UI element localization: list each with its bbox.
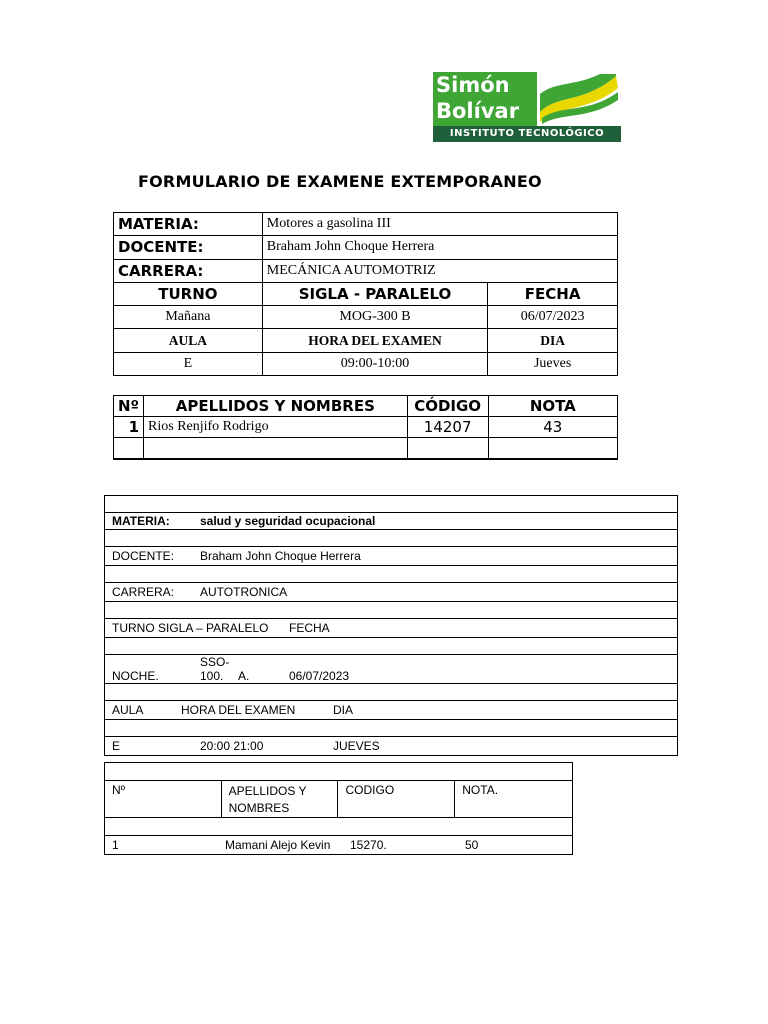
paralelo-2-value: A. [238,669,250,683]
docente-2-label: DOCENTE: [112,549,175,563]
docente-value: Braham John Choque Herrera [262,236,617,259]
second-exam-info-table [104,495,678,756]
logo-flag-icon [538,74,620,124]
spacer-row [105,566,678,583]
materia-value: Motores a gasolina III [262,213,617,236]
logo-line-1: Simón [436,73,510,97]
col-header-grade: NOTA [488,396,617,417]
student-grade: 43 [488,417,617,438]
col-header-number-2: Nº [105,781,222,818]
empty-cell [407,438,488,459]
dia-2-header: DIA [333,703,354,717]
materia-2-label: MATERIA: [112,514,170,528]
fecha-2-value: 06/07/2023 [289,669,350,683]
student-number: 1 [114,417,144,438]
col-header-number: Nº [114,396,144,417]
student-2-row [105,836,573,855]
form-title: FORMULARIO DE EXAMENE EXTEMPORANEO [138,172,542,191]
materia-label: MATERIA: [114,213,263,236]
table-header-row [114,396,618,417]
fecha-2-header: FECHA [289,621,330,635]
spacer-row [105,720,678,737]
sigla-header: SIGLA - PARALELO [262,282,487,305]
empty-cell [488,438,617,459]
hora-value: 09:00-10:00 [262,352,487,375]
turno-header: TURNO [114,282,263,305]
turno-2-values-row [105,655,678,684]
spacer-row [105,530,678,547]
carrera-2-row [105,583,678,602]
col-header-name: APELLIDOS Y NOMBRES [144,396,408,417]
dia-header: DIA [488,329,618,352]
materia-2-value: salud y seguridad ocupacional [200,514,376,528]
table-row [114,438,618,459]
student-2-name: Mamani Alejo Kevin [225,838,331,852]
aula-header: AULA [114,329,263,352]
carrera-2-value: AUTOTRONICA [200,585,288,599]
carrera-2-label: CARRERA: [112,585,175,599]
student-2-number: 1 [112,838,119,852]
spacer-row [105,684,678,701]
student-code: 14207 [407,417,488,438]
turno-2-value: NOCHE. [112,669,159,683]
spacer-row [105,763,573,781]
table-row [114,259,618,282]
table-header-row [105,781,573,818]
aula-2-header-row [105,701,678,720]
col-header-code-2: CODIGO [338,781,455,818]
sigla-2-value: SSO-100. [200,655,230,683]
second-students-table [104,762,573,855]
table-row [114,282,618,305]
aula-2-values-row [105,737,678,756]
institute-logo [430,70,621,144]
spacer-row [105,496,678,513]
students-table [113,395,618,460]
fecha-header: FECHA [488,282,618,305]
empty-cell [114,438,144,459]
col-header-grade-2: NOTA. [455,781,573,818]
table-row [114,352,618,375]
carrera-label: CARRERA: [114,259,263,282]
table-row [114,306,618,329]
exam-info-table [113,212,618,376]
fecha-value: 06/07/2023 [488,306,618,329]
logo-line-2: Bolívar [436,99,520,123]
logo-wordmark [433,72,537,128]
docente-label: DOCENTE: [114,236,263,259]
aula-value: E [114,352,263,375]
aula-2-header: AULA [112,703,144,717]
col-header-code: CÓDIGO [407,396,488,417]
empty-cell [144,438,408,459]
carrera-value: MECÁNICA AUTOMOTRIZ [262,259,617,282]
spacer-row [105,638,678,655]
table-row [105,836,573,855]
turno-value: Mañana [114,306,263,329]
col-header-name-2: APELLIDOS Y NOMBRES [221,781,338,818]
table-row [114,417,618,438]
materia-2-row [105,513,678,530]
hora-2-header: HORA DEL EXAMEN [181,703,296,717]
table-row [114,329,618,352]
spacer-row [105,602,678,619]
table-row [114,236,618,259]
dia-2-value: JUEVES [333,739,380,753]
spacer-row [105,818,573,836]
logo-subtitle: INSTITUTO TECNOLÓGICO [433,126,621,142]
hora-header: HORA DEL EXAMEN [262,329,487,352]
student-2-grade: 50 [465,838,479,852]
sigla-value: MOG-300 B [262,306,487,329]
student-2-code: 15270. [350,838,387,852]
student-name: Rios Renjifo Rodrigo [144,417,408,438]
docente-2-row [105,547,678,566]
aula-2-value: E [112,739,121,753]
turno-2-header: TURNO SIGLA – PARALELO [112,621,269,635]
dia-value: Jueves [488,352,618,375]
turno-2-header-row [105,619,678,638]
table-row [114,213,618,236]
hora-2-value: 20:00 21:00 [200,739,264,753]
docente-2-value: Braham John Choque Herrera [200,549,361,563]
